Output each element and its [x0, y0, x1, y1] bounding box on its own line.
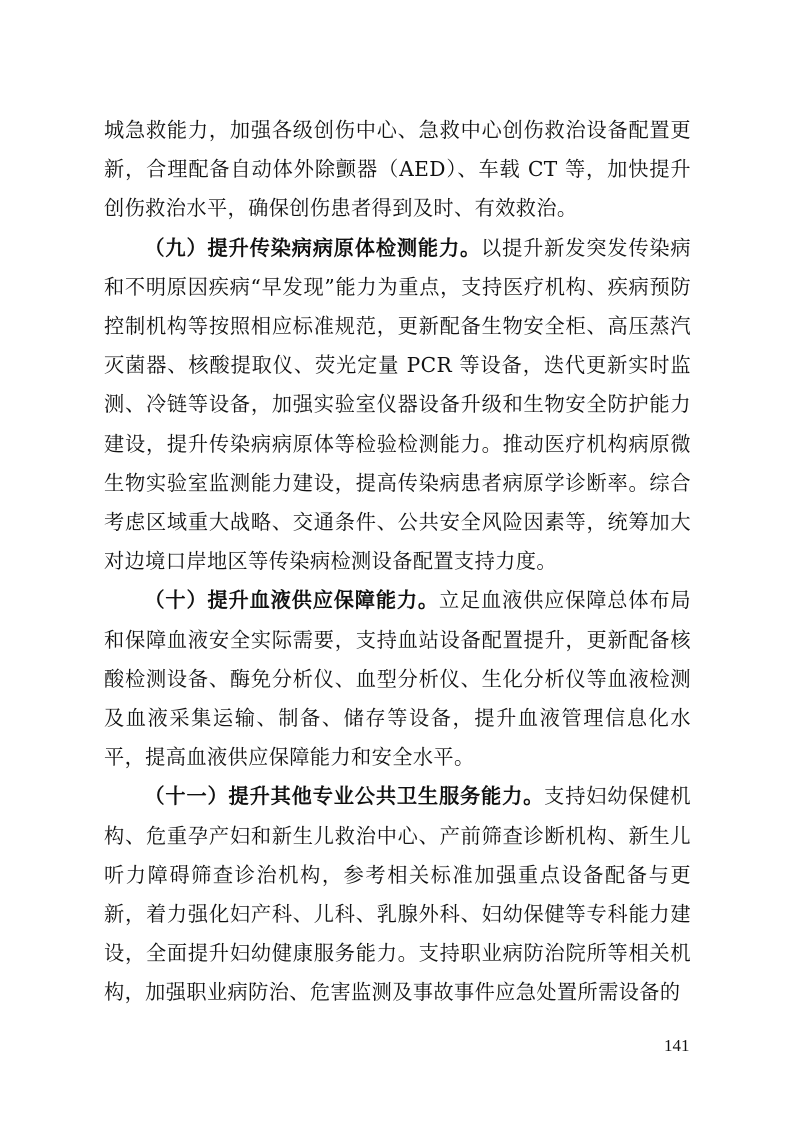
section-heading: （九）提升传染病病原体检测能力。: [144, 235, 482, 260]
paragraph-section-9: [104, 229, 691, 582]
paragraph-continuation: [104, 111, 691, 229]
paragraph-section-10: [104, 581, 691, 777]
body-text: [104, 111, 691, 1013]
paragraph-text: 支持妇幼保健机构、危重孕产妇和新生儿救治中心、产前筛查诊断机构、新生儿听力障碍筛查诊治机构，参考相关标准加强重点设备配备与更新，着力强化妇产科、儿科、乳腺外科、妇幼保健等专科能力建设，全面提升妇幼健康服务能力。支持职业病防治院所等相关机构，加强职业病防治、危害监测及事故事件应急处置所需设备的: [104, 784, 691, 1005]
paragraph-text: 以提升新发突发传染病和不明原因疾病“早发现”能力为重点，支持医疗机构、疾病预防控制机构等按照相应标准规范，更新配备生物安全柜、高压蒸汽灭菌器、核酸提取仪、荧光定量 PCR 等设备，迭代更新实时监测、冷链等设备，加强实验室仪器设备升级和生物安全防护能力建设，提升传染病病原体等检验检测能力。推动医疗机构病原微生物实验室监测能力建设，提高传染病患者病原学诊断率。综合考虑区域重大战略、交通条件、公共安全风险因素等，统筹加大对边境口岸地区等传染病检测设备配置支持力度。: [104, 235, 691, 574]
paragraph-text: 城急救能力，加强各级创伤中心、急救中心创伤救治设备配置更新，合理配备自动体外除颤器（AED）、车载 CT 等，加快提升创伤救治水平，确保创伤患者得到及时、有效救治。: [104, 118, 691, 221]
paragraph-section-11: [104, 777, 691, 1012]
page-number: 141: [664, 1036, 690, 1055]
section-heading: （十一）提升其他专业公共卫生服务能力。: [144, 784, 545, 809]
paragraph-text: 立足血液供应保障总体布局和保障血液安全实际需要，支持血站设备配置提升，更新配备核酸检测设备、酶免分析仪、血型分析仪、生化分析仪等血液检测及血液采集运输、制备、储存等设备，提升血液管理信息化水平，提高血液供应保障能力和安全水平。: [104, 588, 691, 770]
section-heading: （十）提升血液供应保障能力。: [144, 588, 439, 613]
